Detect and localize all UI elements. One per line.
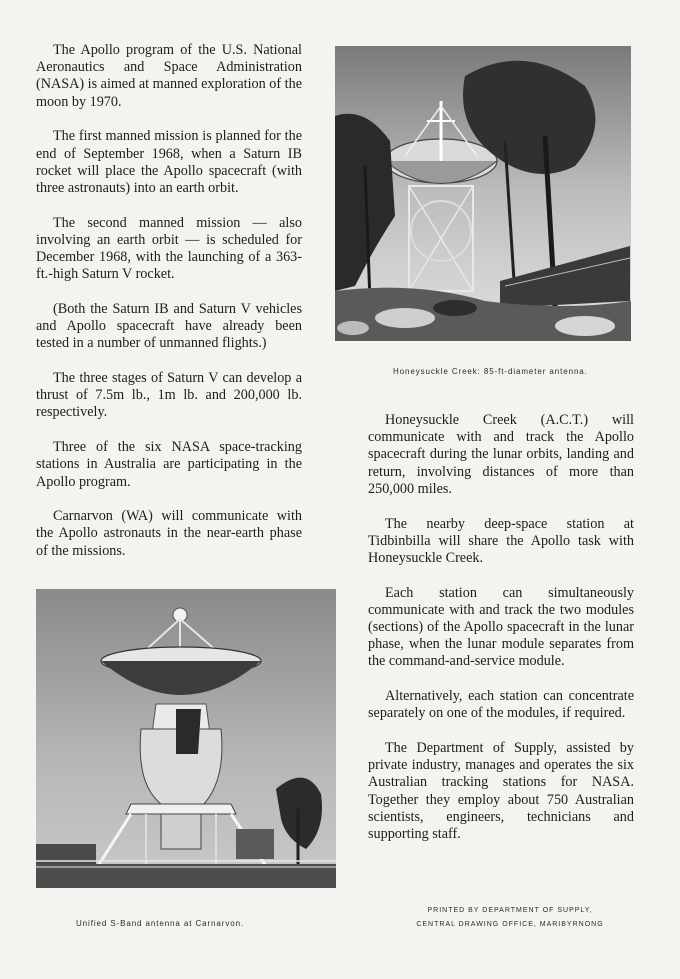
printer-credit — [395, 904, 625, 932]
carnarvon-caption: Unified S-Band antenna at Carnarvon. — [76, 919, 245, 928]
printer-line-1: PRINTED BY DEPARTMENT OF SUPPLY, — [427, 907, 593, 914]
honeysuckle-caption: Honeysuckle Creek: 85-ft-diameter antenna. — [393, 367, 588, 376]
paragraph: The first manned mission is planned for the end of September 1968, when a Saturn IB rocket will place the Apollo spacecraft (with three astronauts) into an earth orbit. — [36, 128, 302, 196]
paragraph: (Both the Saturn IB and Saturn V vehicles and Apollo spacecraft have already been tested in a number of unmanned flights.) — [36, 300, 302, 352]
paragraph: Each station can simultaneously communicate with and track the two modules (sections) of the Apollo spacecraft in the lunar phase, when the lunar module separates from the command-and-service module. — [368, 584, 634, 670]
left-text-column — [36, 42, 302, 577]
honeysuckle-antenna-photo — [335, 46, 631, 341]
paragraph: Honeysuckle Creek (A.C.T.) will communicate with and track the Apollo spacecraft during the lunar orbits, landing and return, involving distances of more than 250,000 miles. — [368, 412, 634, 497]
paragraph: The nearby deep-space station at Tidbinbilla will share the Apollo task with Honeysuckle Creek. — [368, 515, 634, 566]
paragraph: The Apollo program of the U.S. National Aeronautics and Space Administration (NASA) is aimed at manned exploration of the moon by 1970. — [36, 42, 302, 110]
right-text-column — [368, 412, 634, 861]
paragraph: The three stages of Saturn V can develop a thrust of 7.5m lb., 1m lb. and 200,000 lb. respectively. — [36, 370, 302, 421]
paragraph: Alternatively, each station can concentrate separately on one of the modules, if required. — [368, 688, 634, 722]
printer-line-2: CENTRAL DRAWING OFFICE, MARIBYRNONG — [416, 921, 604, 928]
paragraph: The Department of Supply, assisted by private industry, manages and operates the six Australian tracking stations for NASA. Together they employ about 750 Australian scientists, engineers, technicians and supporting staff. — [368, 740, 634, 843]
paragraph: The second manned mission — also involving an earth orbit — is scheduled for December 1968, with the launching of a 363-ft.-high Saturn V rocket. — [36, 214, 302, 283]
paragraph: Carnarvon (WA) will communicate with the Apollo astronauts in the near-earth phase of the missions. — [36, 508, 302, 559]
carnarvon-antenna-photo — [36, 589, 336, 888]
paragraph: Three of the six NASA space-tracking stations in Australia are participating in the Apollo program. — [36, 439, 302, 490]
